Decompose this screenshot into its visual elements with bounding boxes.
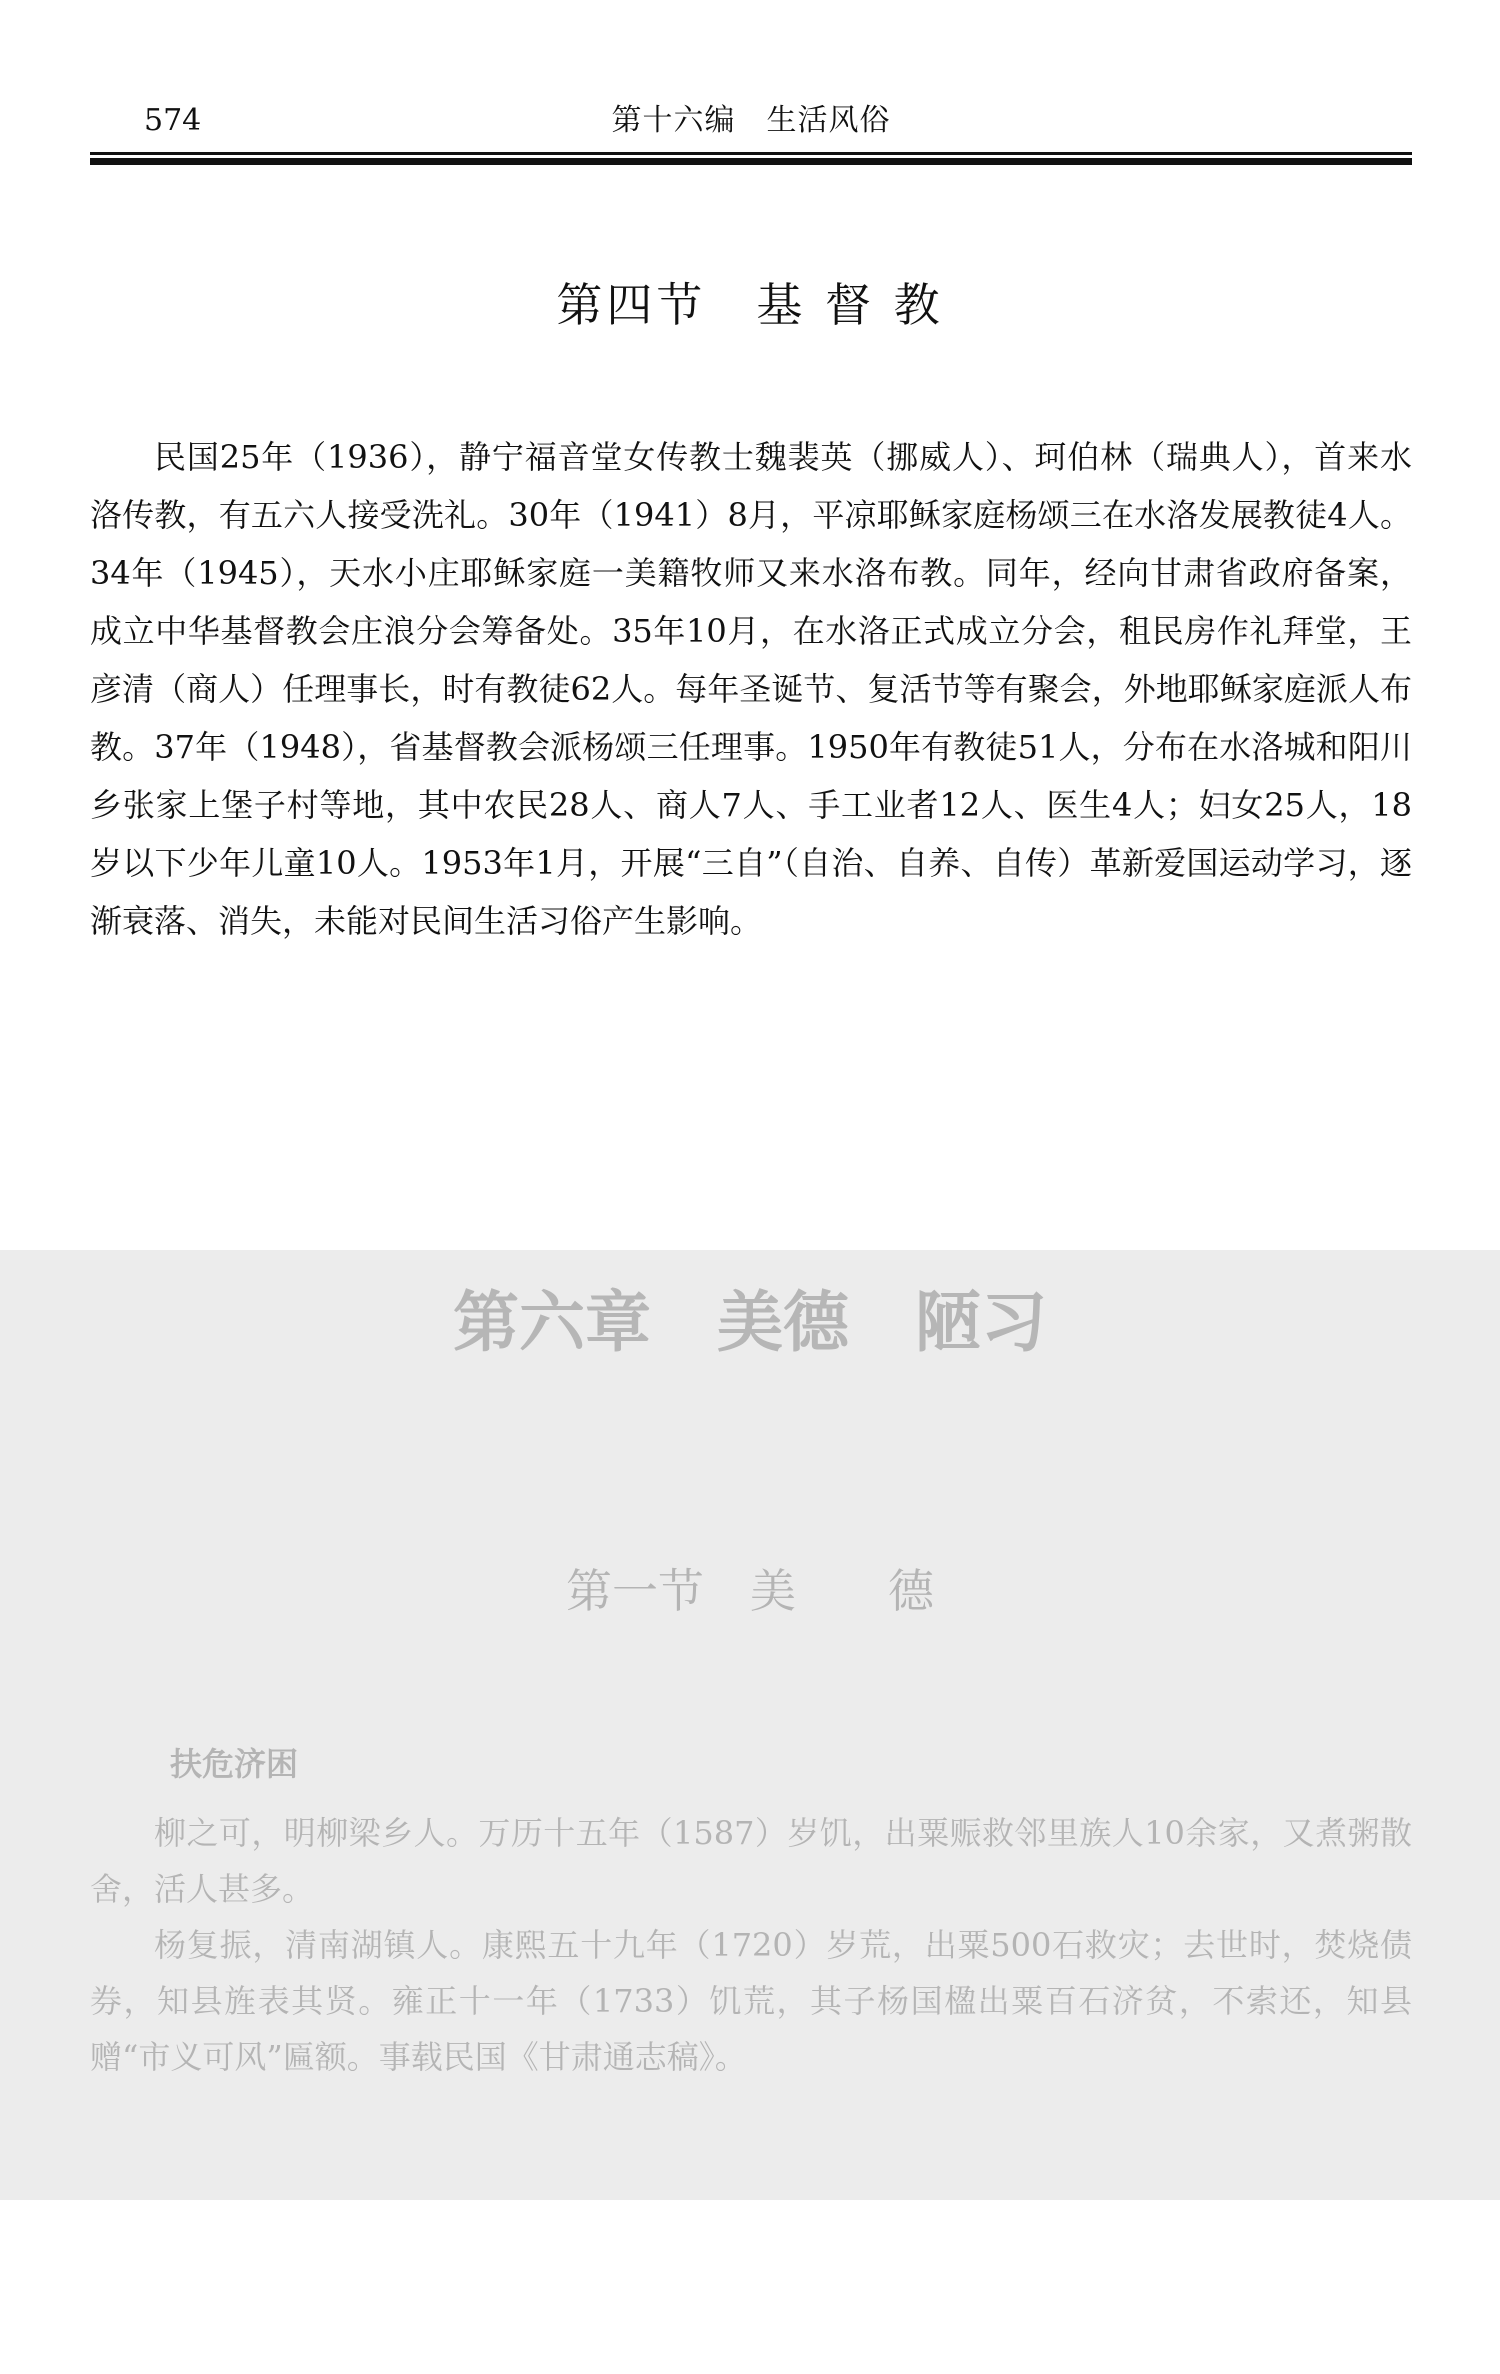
faded-body — [90, 1805, 1412, 2085]
body-paragraph: 民国25年（1936），静宁福音堂女传教士魏裴英（挪威人）、珂伯林（瑞典人），首来水洛传教，有五六人接受洗礼。30年（1941）8月，平凉耶稣家庭杨颂三在水洛发展教徒4人。34年（1945），天水小庄耶稣家庭一美籍牧师又来水洛布教。同年，经向甘肃省政府备案，成立中华基督教会庄浪分会筹备处。35年10月，在水洛正式成立分会，租民房作礼拜堂，王彦清（商人）任理事长，时有教徒62人。每年圣诞节、复活节等有聚会，外地耶稣家庭派人布教。37年（1948），省基督教会派杨颂三任理事。1950年有教徒51人，分布在水洛城和阳川乡张家上堡子村等地，其中农民28人、商人7人、手工业者12人、医生4人；妇女25人，18岁以下少年儿童10人。1953年1月，开展“三自”（自治、自养、自传）革新爱国运动学习，逐渐衰落、消失，未能对民间生活习俗产生影响。 — [90, 438, 1412, 940]
running-title: 第十六编 生活风俗 — [611, 103, 891, 138]
page-header — [90, 100, 1412, 160]
faded-paragraph: 杨复振，清南湖镇人。康熙五十九年（1720）岁荒，出粟500石救灾；去世时，焚烧债券，知县旌表其贤。雍正十一年（1733）饥荒，其子杨国楹出粟百石济贫，不索还，知县赠“市义可风”匾额。事载民国《甘肃通志稿》。 — [90, 1926, 1412, 2076]
header-rule-thick — [90, 158, 1412, 165]
header-rule-thin — [90, 152, 1412, 155]
page-number: 574 — [144, 103, 202, 138]
subheading: 扶危济困 — [170, 1745, 299, 1783]
section-title: 第四节 基 督 教 — [556, 278, 944, 332]
chapter-title: 第六章 美德 陋习 — [453, 1284, 1047, 1361]
faded-next-section — [0, 1250, 1500, 2200]
faded-paragraph: 柳之可，明柳梁乡人。万历十五年（1587）岁饥，出粟赈救邻里族人10余家，又煮粥散舍，活人甚多。 — [90, 1814, 1412, 1908]
section-body — [90, 428, 1412, 950]
faded-section-title: 第一节 美 德 — [566, 1564, 934, 1618]
